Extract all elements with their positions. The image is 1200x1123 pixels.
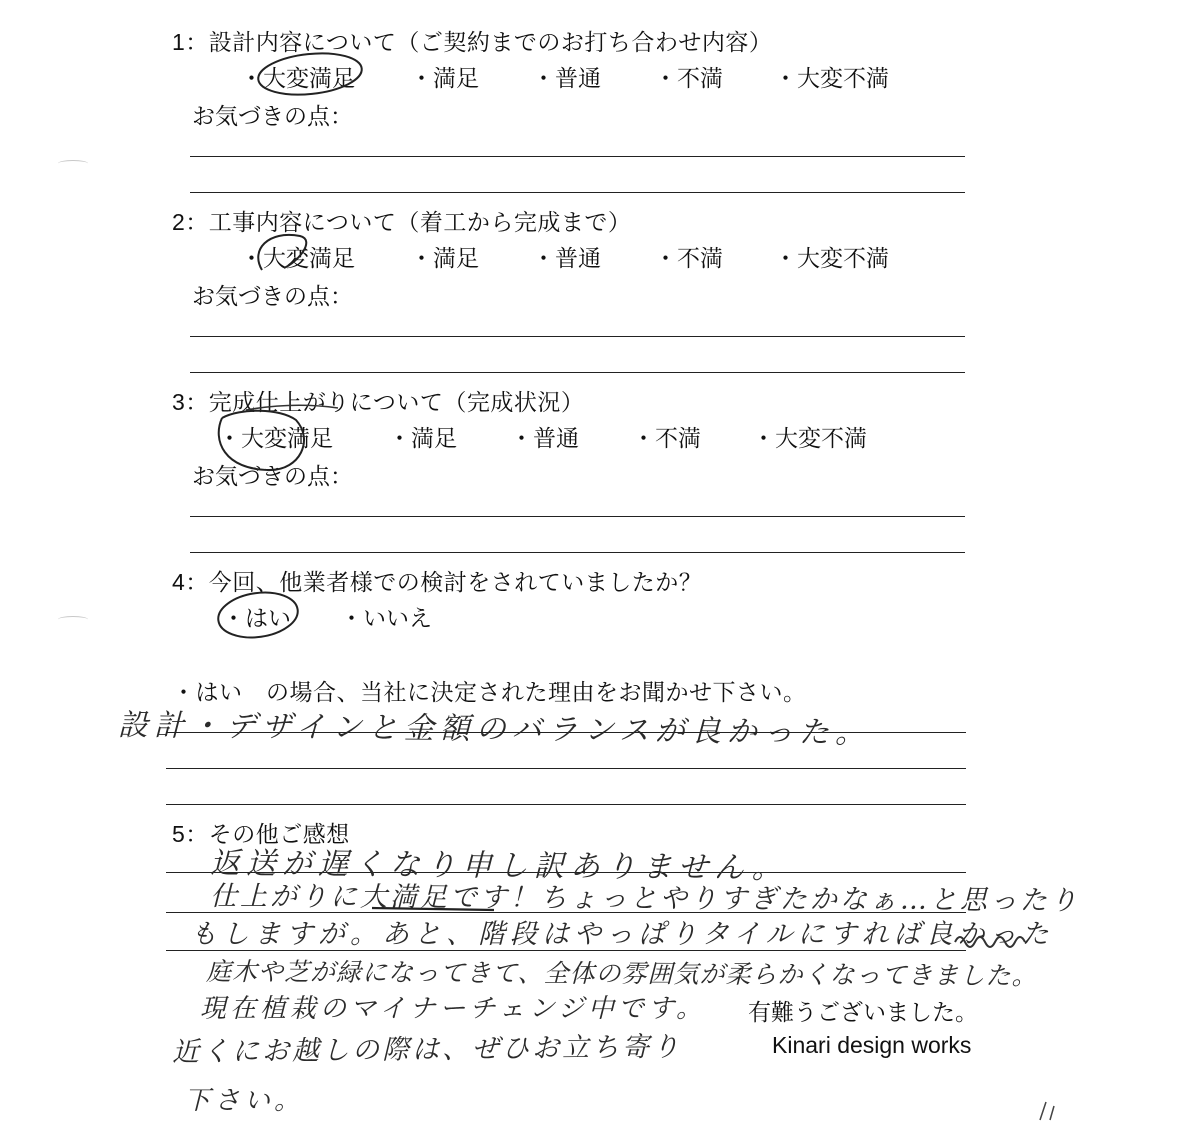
- q2-option-neutral: ・普通: [532, 245, 601, 271]
- q1-option-dissatisfied: ・不満: [654, 65, 723, 91]
- q3-option-dissatisfied: ・不満: [632, 425, 701, 451]
- q5-underline-mark: [372, 908, 494, 910]
- q5-handwritten-line-2: 仕上がりに大満足です！ちょっとやりすぎたかなぁ…と思ったり: [209, 881, 1081, 917]
- q5-handwritten-line-5: 現在植栽のマイナーチェンジ中です。: [200, 994, 706, 1024]
- q2-notes-label: お気づきの点：: [192, 283, 353, 309]
- q3-notes-label: お気づきの点：: [192, 463, 353, 489]
- q2-option-dissatisfied: ・不満: [654, 245, 723, 271]
- corner-pen-mark: [1040, 1102, 1054, 1120]
- q1-option-neutral: ・普通: [532, 65, 601, 91]
- q4-selection-circle: [215, 588, 300, 643]
- q2-option-satisfied: ・満足: [410, 245, 479, 271]
- q4-reason-prompt: ・はい の場合、当社に決定された理由をお聞かせ下さい。: [172, 679, 807, 705]
- question-4-title: 4：今回、他業者様での検討をされていましたか？: [172, 569, 703, 595]
- q2-option-very-dissatisfied: ・大変不満: [774, 245, 889, 271]
- q1-notes-label: お気づきの点：: [192, 103, 353, 129]
- q5-handwritten-line-3: もしますが。あと、階段はやっぱりタイルにすれば良かった: [190, 919, 1054, 950]
- q3-option-neutral: ・普通: [510, 425, 579, 451]
- q3-option-satisfied: ・満足: [388, 425, 457, 451]
- q3-selection-circle: [219, 411, 304, 470]
- q3-option-very-satisfied: ・大変満足: [218, 425, 333, 451]
- closing-thanks: 有難うございました。: [748, 999, 978, 1025]
- q2-selection-circle: [258, 235, 306, 270]
- question-5-title: 5：その他ご感想: [172, 821, 350, 847]
- company-name: Kinari design works: [772, 1032, 972, 1058]
- question-2-title: 2：工事内容について（着工から完成まで）: [172, 209, 632, 235]
- question-3-title: 3：完成仕上がりについて（完成状況）: [172, 389, 585, 415]
- q5-handwritten-line-6: 近くにお越しの際は、ぜひお立ち寄り: [171, 1031, 683, 1068]
- q5-handwritten-line-4: 庭木や芝が緑になってきて、全体の雰囲気が柔らかくなってきました。: [205, 957, 1038, 991]
- q5-scribble-mark: [955, 937, 1025, 947]
- q1-option-very-dissatisfied: ・大変不満: [774, 65, 889, 91]
- q1-option-very-satisfied: ・大変満足: [240, 65, 355, 91]
- q3-underline-mark: [246, 405, 338, 410]
- q5-handwritten-line-7: 下さい。: [184, 1086, 305, 1116]
- q2-option-very-satisfied: ・大変満足: [240, 245, 355, 271]
- q4-option-no: ・いいえ: [340, 605, 432, 631]
- q4-option-yes: ・はい: [222, 605, 291, 631]
- q1-option-satisfied: ・満足: [410, 65, 479, 91]
- q4-reason-handwritten-answer: 設計・デザインと金額のバランスが良かった。: [117, 708, 872, 751]
- q1-selection-circle: [256, 49, 364, 100]
- q3-option-very-dissatisfied: ・大変不満: [752, 425, 867, 451]
- question-1-title: 1：設計内容について（ご契約までのお打ち合わせ内容）: [172, 29, 773, 55]
- q5-handwritten-line-1: 返送が遅くなり申し訳ありません。: [209, 846, 788, 887]
